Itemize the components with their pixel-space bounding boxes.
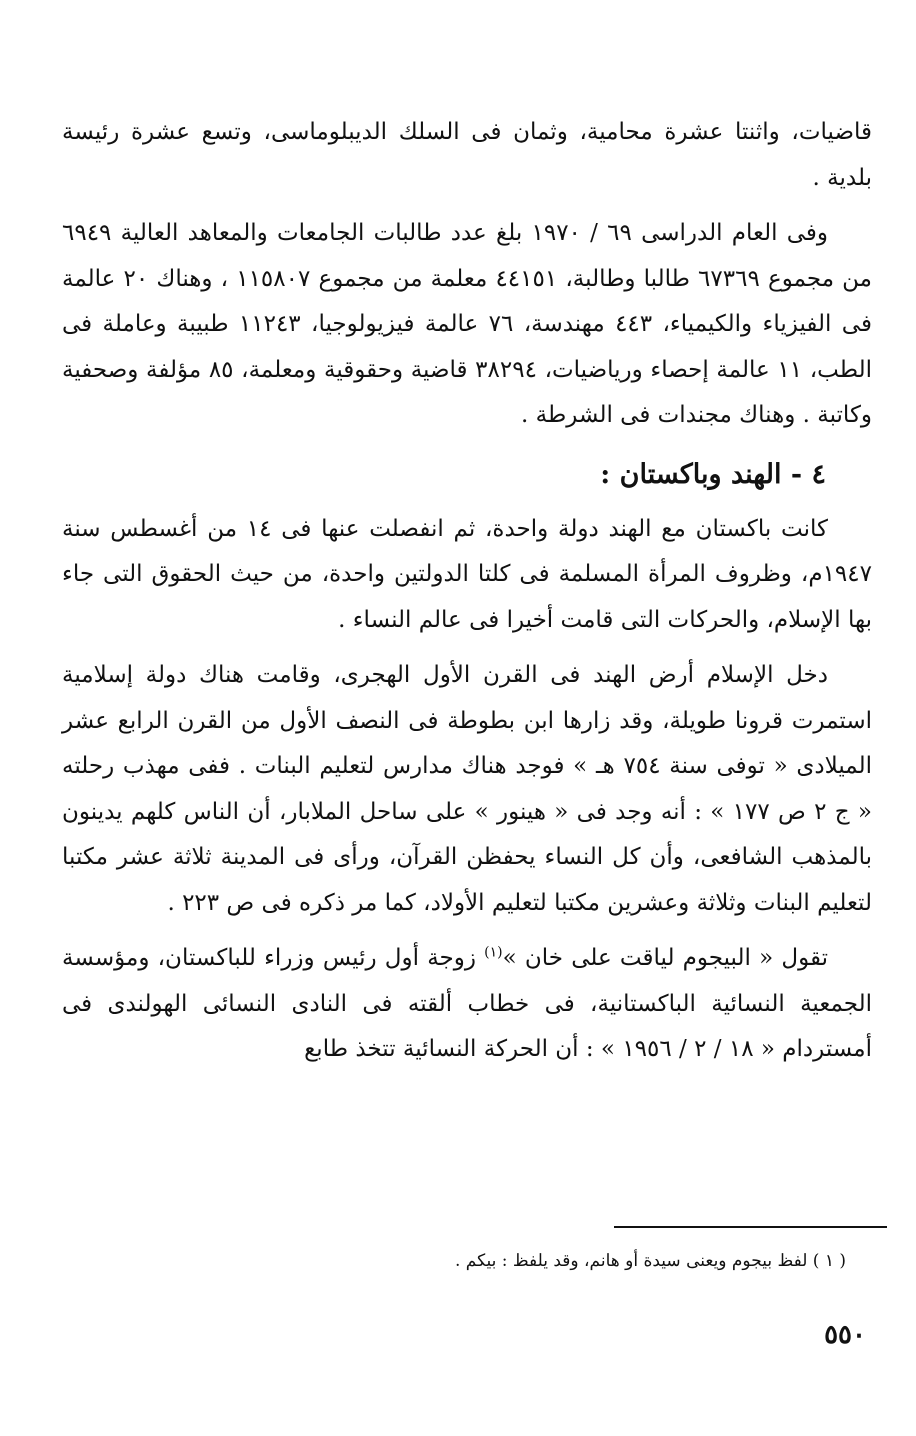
- paragraph-begum-quote: [62, 936, 872, 1073]
- paragraph-islam-india: دخل الإسلام أرض الهند فى القرن الأول الهجرى، وقامت هناك دولة إسلامية استمرت قرونا طويلة، وقد زارها ابن بطوطة فى النصف الأول من القرن الرابع عشر الميلادى « توفى سنة ٧٥٤ هـ » فوجد هناك مدارس لتعليم البنات . ففى مهذب رحلته « ج ٢ ص ١٧٧ » : أنه وجد فى « هينور » على ساحل الملابار، أن الناس كلهم يدينون بالمذهب الشافعى، وأن كل النساء يحفظن القرآن، ورأى فى المدينة ثلاثة عشر مكتبا لتعليم البنات وثلاثة وعشرين مكتبا لتعليم الأولاد، كما مر ذكره فى ص ٢٢٣ .: [62, 662, 872, 916]
- paragraph-continuation: قاضيات، واثنتا عشرة محامية، وثمان فى السلك الديبلوماسى، وتسع عشرة رئيسة بلدية .: [62, 119, 872, 191]
- quote-body: زوجة أول رئيس وزراء للباكستان، ومؤسسة الجمعية النسائية الباكستانية، فى خطاب ألقته فى النادى النسائى الهولندى فى أمستردام « ١٨ / ٢ / ١٩٥٦ » : أن الحركة النسائية تتخذ طابع: [62, 945, 872, 1062]
- footnote: ( ١ ) لفظ بيجوم ويعنى سيدة أو هانم، وقد يلفظ : بيكم .: [454, 1251, 846, 1271]
- paragraph-statistics: وفى العام الدراسى ٦٩ / ١٩٧٠ بلغ عدد طالبات الجامعات والمعاهد العالية ٦٩٤٩ من مجموع ٦٧٣٦٩ طالبا وطالبة، ٤٤١٥١ معلمة من مجموع ١١٥٨٠٧ ، وهناك ٢٠ عالمة فى الفيزياء والكيمياء، ٤٤٣ مهندسة، ٧٦ عالمة فيزيولوجيا، ١١٢٤٣ طبيبة وعاملة فى الطب، ١١ عالمة إحصاء ورياضيات، ٣٨٢٩٤ قاضية وحقوقية ومعلمة، ٨٥ مؤلفة وصحفية وكاتبة . وهناك مجندات فى الشرطة .: [62, 220, 873, 428]
- section-heading: ٤ - الهند وباكستان :: [600, 458, 826, 490]
- footnote-divider: [614, 1226, 887, 1228]
- paragraph-india-pakistan: كانت باكستان مع الهند دولة واحدة، ثم انفصلت عنها فى ١٤ من أغسطس سنة ١٩٤٧م، وظروف المرأة المسلمة فى كلتا الدولتين واحدة، من حيث الحقوق التى جاء بها الإسلام، والحركات التى قامت أخيرا فى عالم النساء .: [62, 515, 872, 633]
- footnote-reference: (١): [484, 944, 503, 961]
- page-body: [62, 110, 872, 1083]
- page-number: ٥٥٠: [824, 1320, 866, 1350]
- quote-intro: تقول « البيجوم لياقت على خان »: [502, 945, 828, 971]
